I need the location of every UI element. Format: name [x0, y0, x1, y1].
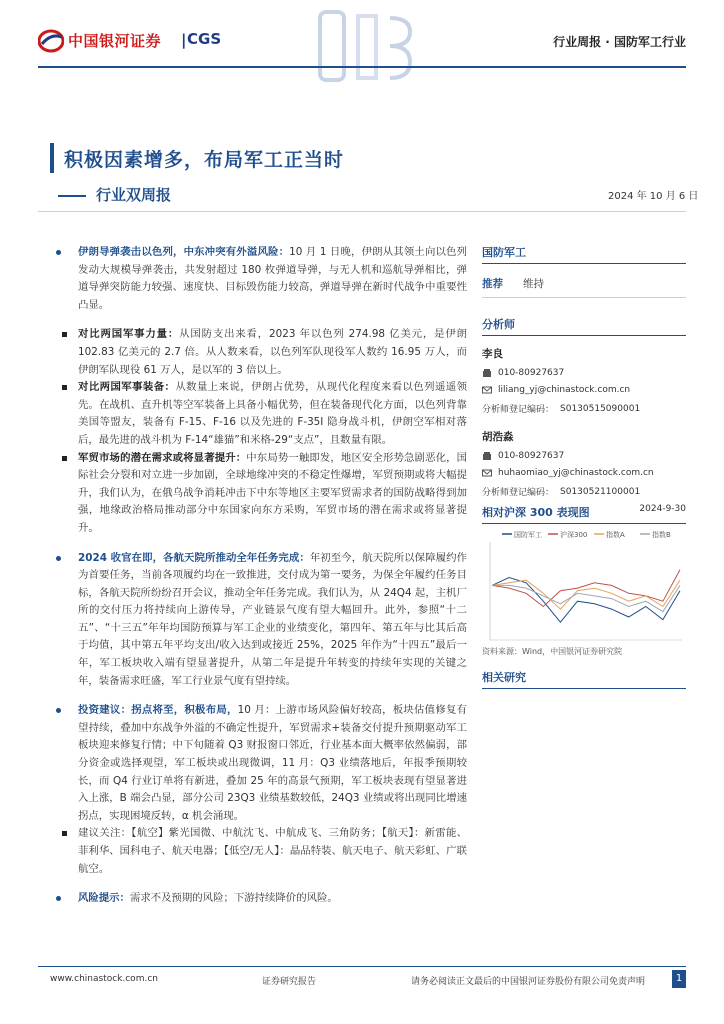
paragraph-investment-advice	[56, 702, 467, 825]
subtitle-text: 行业双周报	[96, 186, 172, 204]
sub-item-military-power	[56, 326, 467, 379]
sub-item-recommended-stocks	[56, 825, 467, 878]
sub-text: 建议关注：【航空】紫光国微、中航沈飞、中航成飞、三角防务；【航天】：新雷能、菲利华、国科电子、航天电器；【低空/无人】：晶品特装、航天电子、航天彩虹、广联航空。	[78, 827, 467, 875]
industry-label: 国防军工	[482, 244, 686, 264]
legend-label: 指数A	[606, 531, 625, 539]
bullet-dot	[56, 556, 61, 561]
paragraph-head: 风险提示：	[78, 892, 130, 905]
bullet-dot	[56, 708, 61, 713]
analyst-phone-row	[482, 368, 686, 378]
logo-text-cn: 中国银河证券	[68, 32, 162, 50]
footer-url[interactable]: www.chinastock.com.cn	[50, 974, 158, 984]
sub-text: 从数量上来说，伊朗占优势，从现代化程度来看以色列遥遥领先。在战机、直升机等空军装备上具备小幅优势，但在装备现代化方面，以色列背靠美国等盟友，装备有 F-15、F-16 以及先进的 F-35I 隐身战斗机，伊朗空军相对落后，最先进的战斗机为 F-14“雄猫”和米格-29“支点”，且数量有限。	[78, 381, 467, 446]
logo-text-en: CGS	[187, 30, 222, 48]
square-bullet	[62, 385, 67, 390]
paragraph-head: 伊朗导弹袭击以色列，中东冲突有外溢风险：	[78, 246, 290, 258]
header-divider	[38, 66, 686, 68]
sub-text: 从国防支出来看，2023 年以色列 274.98 亿美元，是伊朗 102.83 亿美元的 2.7 倍。从人数来看，以色列军队现役军人数约 16.95 万人，而伊朗军队现役 61 万人，是以军的 3 倍以上。	[78, 328, 467, 376]
square-bullet	[62, 332, 67, 337]
analyst-email[interactable]: liliang_yj@chinastock.com.cn	[498, 385, 631, 395]
phone-icon	[482, 368, 492, 378]
report-type-tag: 行业周报 · 国防军工行业	[553, 35, 686, 49]
footer-divider	[38, 966, 686, 967]
email-icon	[482, 385, 492, 395]
sub-text: 中东局势一触即发，地区安全形势急剧恶化，国际社会分裂和对立进一步加剧，全球地缘冲突的不稳定性爆增，军贸预期或将大幅提升，我们认为，在俄乌战争消耗冲击下中东等地区主要军贸需求者的国防战略得到加强，地缘政治格局推动部分中东国家向东方采购，军贸市场的潜在需求或将显著提升。	[78, 451, 468, 534]
paragraph-year-end	[56, 550, 467, 691]
cert-code: S0130521100001	[560, 486, 641, 497]
analyst-email-row	[482, 468, 686, 478]
legend-label: 沪深300	[560, 531, 588, 539]
square-bullet	[62, 456, 67, 461]
title-accent-bar	[50, 143, 54, 173]
legend-label: 国防军工	[514, 531, 542, 539]
analyst-phone: 010-80927637	[498, 368, 565, 378]
legend-label: 指数B	[652, 531, 671, 539]
subtitle-dash	[58, 195, 86, 197]
analyst-name: 胡浩淼	[482, 431, 514, 443]
report-title: 积极因素增多，布局军工正当时	[64, 149, 345, 171]
sub-item-arms-trade	[56, 450, 467, 538]
analyst-cert-row	[482, 402, 686, 415]
cert-code: S0130515090001	[560, 403, 641, 414]
sub-head: 军贸市场的潜在需求或将显著提升：	[78, 451, 247, 464]
chart-header	[482, 504, 686, 524]
square-bullet	[62, 831, 67, 836]
sub-head: 对比两国军事装备：	[78, 381, 176, 394]
cert-label: 分析师登记编码：	[482, 488, 555, 498]
email-icon	[482, 468, 492, 478]
rating-value: 维持	[523, 278, 544, 290]
rating-label: 推荐	[482, 278, 503, 290]
paragraph-text: 10 月 1 日晚，伊朗从其领土向以色列发动大规模导弹袭击，共发射超过 180 枚弹道导弹，与无人机和巡航导弹相比，弹道导弹突防能力较强、速度快、目标毁伤能力较高，弹道导弹在新时代战争中重要性凸显。	[78, 246, 468, 311]
analyst-phone: 010-80927637	[498, 451, 565, 461]
paragraph-head: 2024 收官在即，各航天院所推动全年任务完成：	[78, 551, 310, 564]
analyst-email[interactable]: huhaomiao_yj@chinastock.com.cn	[498, 468, 654, 478]
galaxy-logo-icon	[38, 29, 64, 53]
cgs-watermark-icon	[318, 8, 416, 84]
report-subtitle	[58, 184, 171, 205]
page-number: 1	[672, 970, 686, 988]
analyst-cert-row	[482, 485, 686, 498]
bullet-dot	[56, 896, 61, 901]
paragraph-text: 需求不及预期的风险；下游持续降价的风险。	[129, 892, 338, 905]
chart-source: 资料来源：Wind，中国银河证券研究院	[482, 647, 623, 656]
main-content	[56, 244, 467, 920]
footer-disclaimer: 请务必阅读正文最后的中国银河证券股份有限公司免责声明	[411, 977, 646, 987]
paragraph-text: 10 月：上游市场风险偏好较高，板块估值修复有望持续，叠加中东战争外溢的不确定性提升，军贸需求+装备交付提升预期驱动军工板块迎来修复行情；中下旬随着 Q3 财报窗口邻近，行业基本面大概率依然偏弱，部分资金或选择观望，军工板块或出现微调，11 月：Q3 业绩落地后，年报季预期较长，而 Q4 行业订单将有新进，叠加 25 年的高景气预期，军工板块表现有望显著进入上涨，B 端会凸显，部分公司 23Q3 业绩基数较低，24Q3 业绩或将出现同比增速拐点，实现困境反转，α 机会涌现。	[78, 704, 468, 822]
title-divider	[38, 211, 686, 212]
cert-label: 分析师登记编码：	[482, 405, 555, 415]
paragraph-head: 投资建议：拐点将至，积极布局，	[78, 704, 238, 717]
analysts-title: 分析师	[482, 316, 686, 336]
paragraph-risk	[56, 890, 467, 908]
footer-report-type: 证券研究报告	[262, 977, 317, 987]
phone-icon	[482, 451, 492, 461]
analyst-phone-row	[482, 451, 686, 461]
paragraph-text: 年初至今，航天院所以保障履约作为首要任务，当前各项履约均在一致推进，交付成为第一要务，为保全年履约任务目标，各航天院所纷纷召开会议，推动全年任务完成。我们认为，从 24Q4 起，主机厂所的交付压力将持续向上游传导，产业链景气度有望大幅回升。此外，参照“十二五”、“十三五”年年均国防预算与军工企业的业绩变化，第四年、第五年与比其后高于均值，其中第五年平均支出/收入达到或接近 25%，2025 年作为“十四五”最后一年，军工板块收入端有望显著提升，从第二年是提升年转变的持续年实现的关键之年，装备需求旺盛，军工行业景气度有望持续。	[78, 551, 467, 687]
chart-date: 2024-9-30	[639, 504, 686, 514]
performance-chart	[482, 528, 686, 644]
related-research-title: 相关研究	[482, 669, 686, 689]
analyst-name: 李良	[482, 348, 503, 360]
analyst-email-row	[482, 385, 686, 395]
sub-item-military-equipment	[56, 379, 467, 449]
chart-title: 相对沪深 300 表现图	[482, 506, 590, 519]
logo-separator: |	[181, 31, 187, 49]
rating-row	[482, 276, 686, 298]
sub-head: 对比两国军事力量：	[78, 328, 180, 341]
paragraph-geopolitics	[56, 244, 467, 314]
report-date: 2024 年 10 月 6 日	[608, 191, 699, 202]
series-line-1	[492, 570, 680, 607]
bullet-dot	[56, 250, 61, 255]
sidebar	[482, 244, 686, 689]
